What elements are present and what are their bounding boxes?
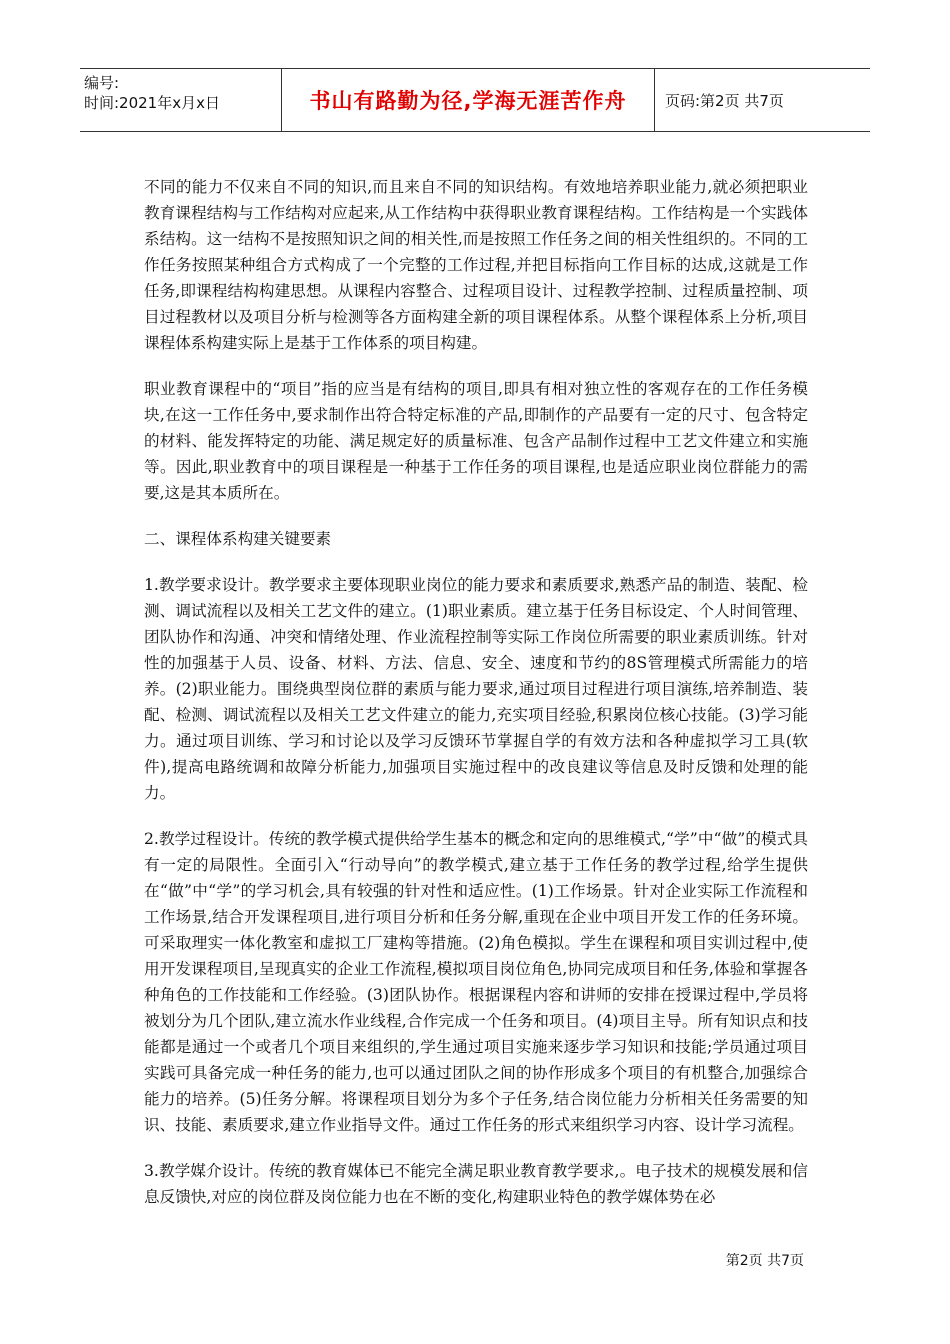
header-meta [80,69,282,131]
page-header [80,68,870,132]
paragraph: 职业教育课程中的“项目”指的应当是有结构的项目,即具有相对独立性的客观存在的工作任务模块,在这一工作任务中,要求制作出符合特定标准的产品,即制作的产品要有一定的尺寸、包含特定的材料、能发挥特定的功能、满足规定好的质量标准、包含产品制作过程中工艺文件建立和实施等。因此,职业教育中的项目课程是一种基于工作任务的项目课程,也是适应职业岗位群能力的需要,这是其本质所在。 [144,380,808,502]
doc-number-label: 编号: [84,74,120,92]
paragraph: 1.教学要求设计。教学要求主要体现职业岗位的能力要求和素质要求,熟悉产品的制造、装配、检测、调试流程以及相关工艺文件的建立。(1)职业素质。建立基于任务目标设定、个人时间管理、团队协作和沟通、冲突和情绪处理、作业流程控制等实际工作岗位所需要的职业素质训练。针对性的加强基于人员、设备、材料、方法、信息、安全、速度和节约的8S管理模式所需能力的培养。(2)职业能力。围绕典型岗位群的素质与能力要求,通过项目过程进行项目演练,培养制造、装配、检测、调试流程以及相关工艺文件建立的能力,充实项目经验,积累岗位核心技能。(3)学习能力。通过项目训练、学习和讨论以及学习反馈环节掌握自学的有效方法和各种虚拟学习工具(软件),提高电路统调和故障分析能力,加强项目实施过程中的改良建议等信息及时反馈和处理的能力。 [144,576,808,802]
paragraph: 不同的能力不仅来自不同的知识,而且来自不同的知识结构。有效地培养职业能力,就必须把职业教育课程结构与工作结构对应起来,从工作结构中获得职业教育课程结构。工作结构是一个实践体系结构。这一结构不是按照知识之间的相关性,而是按照工作任务之间的相关性组织的。不同的工作任务按照某种组合方式构成了一个完整的工作过程,并把目标指向工作目标的达成,这就是工作任务,即课程结构构建思想。从课程内容整合、过程项目设计、过程教学控制、过程质量控制、项目过程教材以及项目分析与检测等各方面构建全新的项目课程体系。从整个课程体系上分析,项目课程体系构建实际上是基于工作体系的项目构建。 [144,178,808,352]
header-motto: 书山有路勤为径,学海无涯苦作舟 [282,69,655,131]
document-body [144,174,808,1230]
paragraph: 2.教学过程设计。传统的教学模式提供给学生基本的概念和定向的思维模式,“学”中“做”的模式具有一定的局限性。全面引入“行动导向”的教学模式,建立基于工作任务的教学过程,给学生提供在“做”中“学”的学习机会,具有较强的针对性和适应性。(1)工作场景。针对企业实际工作流程和工作场景,结合开发课程项目,进行项目分析和任务分解,重现在企业中项目开发工作的任务环境。可采取理实一体化教室和虚拟工厂建构等措施。(2)角色模拟。学生在课程和项目实训过程中,使用开发课程项目,呈现真实的企业工作流程,模拟项目岗位角色,协同完成项目和任务,体验和掌握各种角色的工作技能和工作经验。(3)团队协作。根据课程内容和讲师的安排在授课过程中,学员将被划分为几个团队,建立流水作业线程,合作完成一个任务和项目。(4)项目主导。所有知识点和技能都是通过一个或者几个项目来组织的,学生通过项目实施来逐步学习知识和技能;学员通过项目实践可具备完成一种任务的能力,也可以通过团队之间的协作形成多个项目的有机整合,加强综合能力的培养。(5)任务分解。将课程项目划分为多个子任务,结合岗位能力分析相关任务需要的知识、技能、素质要求,建立作业指导文件。通过工作任务的形式来组织学习内容、设计学习流程。 [144,830,808,1134]
paragraph: 3.教学媒介设计。传统的教育媒体已不能完全满足职业教育教学要求,。电子技术的规模发展和信息反馈快,对应的岗位群及岗位能力也在不断的变化,构建职业特色的教学媒体势在必 [144,1162,808,1206]
page-footer: 第2页 共7页 [725,1253,804,1269]
section-heading: 二、课程体系构建关键要素 [144,530,332,548]
doc-time-label: 时间:2021年x月x日 [84,94,220,112]
header-page-info: 页码:第2页 共7页 [665,91,784,110]
